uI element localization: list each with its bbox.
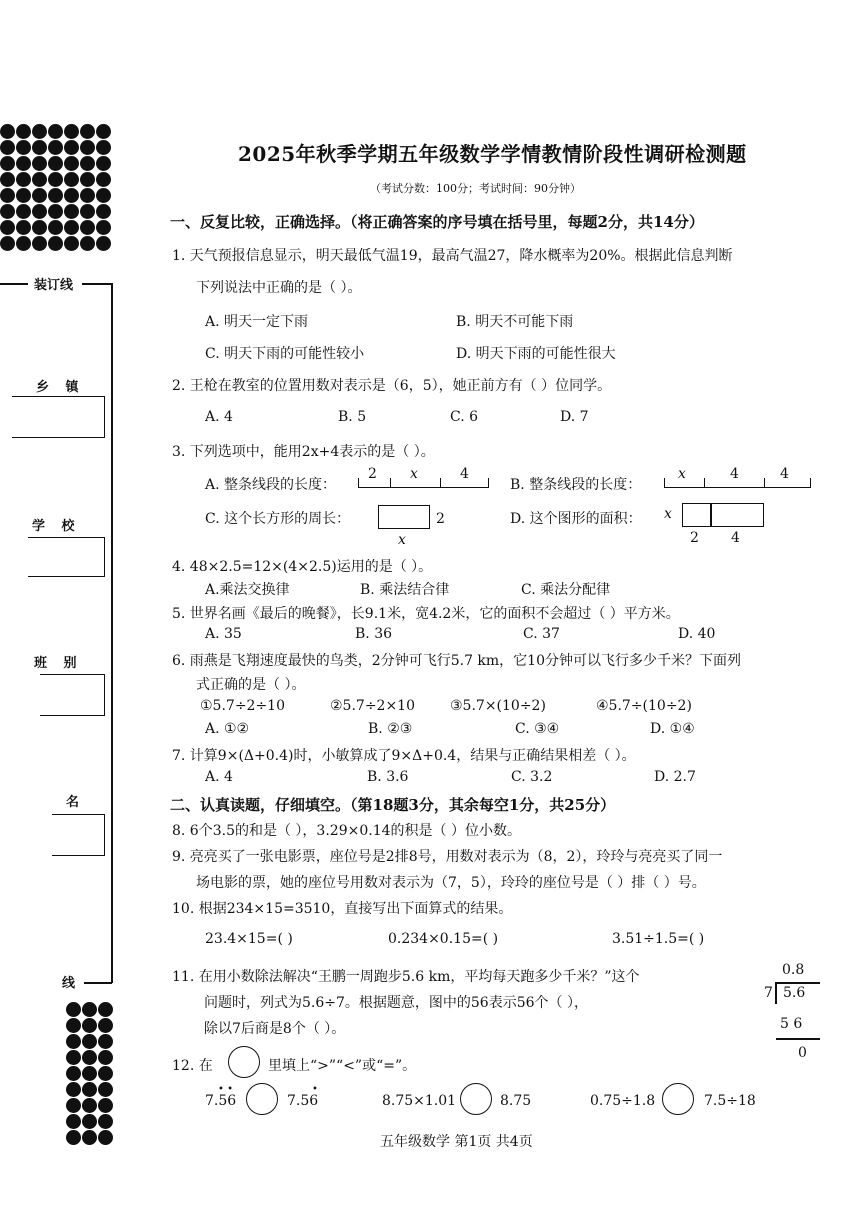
q11-division-bracket xyxy=(775,982,777,1004)
section2-heading: 二、认真读题，仔细填空。（第18题3分，其余每空1分，共25分） xyxy=(170,796,616,814)
school-field[interactable] xyxy=(28,537,105,577)
binding-dot xyxy=(96,124,111,139)
q1-line1: 1. 天气预报信息显示，明天最低气温19，最高气温27，降水概率为20%。根据此信息判断 xyxy=(172,248,733,264)
binding-dot xyxy=(16,220,31,235)
binding-dot xyxy=(32,188,47,203)
binding-dot xyxy=(96,220,111,235)
q7-option-a: A. 4 xyxy=(205,769,233,785)
q4-option-a: A.乘法交换律 xyxy=(205,582,290,598)
q3-d-rect-large xyxy=(710,503,764,527)
q12-c1-left: 7.56 xyxy=(205,1093,237,1109)
q2-option-b: B. 5 xyxy=(338,409,367,425)
q3-c-rectangle xyxy=(378,505,430,529)
binding-dot xyxy=(16,140,31,155)
binding-line-rule-left xyxy=(0,283,28,285)
q10-expr-3: 3.51÷1.5=( ) xyxy=(612,931,705,947)
binding-dot xyxy=(80,236,95,251)
binding-dot xyxy=(98,1098,113,1113)
q11-divisor: 7 xyxy=(764,985,773,1001)
q5-option-c: C. 37 xyxy=(523,626,560,642)
q12-compare-circle-1[interactable] xyxy=(246,1083,278,1115)
q6-expr-1: ①5.7÷2÷10 xyxy=(200,698,285,714)
class-field[interactable] xyxy=(40,674,105,716)
q12-c2-left: 8.75×1.01 xyxy=(382,1093,457,1109)
binding-dot xyxy=(96,140,111,155)
q1-option-c: C. 明天下雨的可能性较小 xyxy=(205,346,365,362)
q11-line1: 11. 在用小数除法解决“王鹏一周跑步5.6 km，平均每天跑多少千米？”这个 xyxy=(172,969,640,985)
binding-dot xyxy=(0,220,15,235)
binding-dot xyxy=(64,236,79,251)
q6-option-d: D. ①④ xyxy=(650,721,695,737)
binding-dot xyxy=(98,1082,113,1097)
name-label: 名 xyxy=(66,795,80,810)
q7-option-c: C. 3.2 xyxy=(511,769,553,785)
q6-option-c: C. ③④ xyxy=(515,721,560,737)
binding-dot xyxy=(48,140,63,155)
binding-line-end-label: 线 xyxy=(62,976,76,991)
q11-subtract-bar xyxy=(776,1038,820,1040)
binding-dot xyxy=(0,172,15,187)
school-label: 学 校 xyxy=(32,519,81,534)
binding-dot xyxy=(80,220,95,235)
q11-dividend: 5.6 xyxy=(783,985,806,1001)
q7-stem: 7. 计算9×(Δ+0.4)时，小敏算成了9×Δ+0.4，结果与正确结果相差（ ）。 xyxy=(172,748,636,764)
binding-dot xyxy=(98,1002,113,1017)
binding-dot xyxy=(82,1002,97,1017)
q12-stem-pre: 12. 在 xyxy=(172,1058,213,1074)
binding-dot xyxy=(80,188,95,203)
binding-dot xyxy=(32,140,47,155)
q11-quotient: 0.8 xyxy=(782,962,805,978)
binding-dot xyxy=(66,1018,81,1033)
binding-dot xyxy=(16,172,31,187)
binding-dot xyxy=(80,140,95,155)
binding-dot xyxy=(66,1034,81,1049)
q3-d-rect-small xyxy=(682,503,712,527)
binding-dot xyxy=(80,156,95,171)
binding-dot xyxy=(66,1002,81,1017)
binding-dot xyxy=(48,172,63,187)
q11-remainder: 0 xyxy=(798,1045,807,1061)
q6-option-a: A. ①② xyxy=(205,721,250,737)
q11-line2: 问题时，列式为5.6÷7。根据题意，图中的56表示56个（ ）， xyxy=(204,995,588,1011)
binding-dot xyxy=(98,1050,113,1065)
binding-dot xyxy=(32,124,47,139)
binding-dot xyxy=(82,1130,97,1145)
binding-dot xyxy=(82,1082,97,1097)
binding-dot xyxy=(0,188,15,203)
binding-dot xyxy=(98,1066,113,1081)
binding-dot xyxy=(48,220,63,235)
binding-dot xyxy=(0,236,15,251)
binding-dot xyxy=(0,156,15,171)
q4-option-c: C. 乘法分配律 xyxy=(521,582,611,598)
q1-option-d: D. 明天下雨的可能性很大 xyxy=(456,346,616,362)
q12-compare-circle-2[interactable] xyxy=(460,1083,492,1115)
binding-dot xyxy=(16,156,31,171)
q5-option-a: A. 35 xyxy=(205,626,242,642)
town-field[interactable] xyxy=(12,396,105,438)
binding-dot xyxy=(96,204,111,219)
binding-dot xyxy=(16,124,31,139)
q5-stem: 5. 世界名画《最后的晚餐》，长9.1米，宽4.2米，它的面积不会超过（ ）平方米。 xyxy=(172,606,680,622)
binding-dot xyxy=(96,156,111,171)
binding-bottom-rule xyxy=(84,982,112,984)
q10-expr-1: 23.4×15=( ) xyxy=(205,931,293,947)
page-title: 2025年秋季学期五年级数学学情教情阶段性调研检测题 xyxy=(238,142,747,166)
q3-option-c: C. 这个长方形的周长： xyxy=(205,511,351,527)
q6-expr-3: ③5.7×(10÷2) xyxy=(450,698,546,714)
q2-option-d: D. 7 xyxy=(560,409,589,425)
q6-option-b: B. ②③ xyxy=(368,721,413,737)
q7-option-b: B. 3.6 xyxy=(367,769,409,785)
section1-heading: 一、反复比较，正确选择。（将正确答案的序号填在括号里，每题2分，共14分） xyxy=(170,213,704,231)
q3-d-bottom-2: 4 xyxy=(731,530,740,546)
q11-division-bar xyxy=(776,982,820,984)
binding-dot xyxy=(96,236,111,251)
q3-b-part-2: 4 xyxy=(730,466,739,482)
name-field[interactable] xyxy=(52,814,105,856)
q3-b-part-1: x xyxy=(678,466,686,482)
q12-example-circle xyxy=(228,1046,260,1078)
q5-option-d: D. 40 xyxy=(678,626,716,642)
q10-stem: 10. 根据234×15=3510，直接写出下面算式的结果。 xyxy=(172,901,513,917)
q3-c-side: 2 xyxy=(436,511,445,527)
binding-dot xyxy=(16,204,31,219)
binding-dot xyxy=(32,220,47,235)
binding-dot xyxy=(66,1098,81,1113)
q11-line3: 除以7后商是8个（ ）。 xyxy=(204,1021,346,1037)
q3-a-part-1: 2 xyxy=(368,466,377,482)
binding-dot xyxy=(0,140,15,155)
q6-expr-2: ②5.7÷2×10 xyxy=(330,698,415,714)
town-label: 乡 镇 xyxy=(36,380,85,395)
q12-c1-right: 7.56 xyxy=(287,1093,319,1109)
q12-c1-left-repeat-dots: • • xyxy=(218,1084,233,1095)
binding-dot xyxy=(48,236,63,251)
q3-option-b: B. 整条线段的长度： xyxy=(510,477,642,493)
q9-line1: 9. 亮亮买了一张电影票，座位号是2排8号，用数对表示为（8，2），玲玲与亮亮买了同一 xyxy=(172,849,723,865)
q12-c2-right: 8.75 xyxy=(500,1093,532,1109)
binding-dot xyxy=(16,236,31,251)
binding-dot xyxy=(82,1098,97,1113)
binding-dot xyxy=(32,204,47,219)
binding-dot xyxy=(64,204,79,219)
q3-a-part-2: x xyxy=(410,466,418,482)
binding-line-label: 装订线 xyxy=(34,278,74,293)
q12-stem-post: 里填上“>”“<”或“=”。 xyxy=(268,1058,417,1074)
binding-dot xyxy=(80,204,95,219)
q9-line2: 场电影的票，她的座位号用数对表示为（7，5），玲玲的座位号是（ ）排（ ）号。 xyxy=(196,875,706,891)
binding-dot xyxy=(32,236,47,251)
q2-option-c: C. 6 xyxy=(450,409,479,425)
q3-option-a: A. 整条线段的长度： xyxy=(205,477,337,493)
q4-stem: 4. 48×2.5=12×(4×2.5)运用的是（ ）。 xyxy=(172,559,433,575)
q6-line2: 式正确的是（ ）。 xyxy=(196,677,306,693)
binding-dot xyxy=(48,124,63,139)
binding-dot xyxy=(82,1066,97,1081)
binding-vertical-line xyxy=(111,283,113,983)
q11-product: 5 6 xyxy=(780,1016,803,1032)
q3-a-part-3: 4 xyxy=(460,466,469,482)
q2-option-a: A. 4 xyxy=(205,409,233,425)
binding-dot xyxy=(64,156,79,171)
binding-dot xyxy=(64,172,79,187)
q3-d-bottom-1: 2 xyxy=(690,530,699,546)
q1-option-b: B. 明天不可能下雨 xyxy=(456,314,574,330)
q10-expr-2: 0.234×0.15=( ) xyxy=(388,931,499,947)
class-label: 班 别 xyxy=(34,656,83,671)
binding-dot xyxy=(98,1130,113,1145)
page-footer: 五年级数学 第1页 共4页 xyxy=(380,1134,533,1150)
binding-dot xyxy=(82,1034,97,1049)
binding-dot xyxy=(32,156,47,171)
q3-d-left: x xyxy=(664,506,672,522)
binding-dot xyxy=(64,140,79,155)
q7-option-d: D. 2.7 xyxy=(654,769,696,785)
binding-dot xyxy=(82,1050,97,1065)
binding-dot xyxy=(80,124,95,139)
q2-stem: 2. 王枪在教室的位置用数对表示是（6，5），她正前方有（ ）位同学。 xyxy=(172,378,612,394)
q3-c-bottom: x xyxy=(398,532,406,548)
q1-line2: 下列说法中正确的是（ ）。 xyxy=(196,280,362,296)
binding-dot xyxy=(98,1018,113,1033)
q6-expr-4: ④5.7÷(10÷2) xyxy=(596,698,692,714)
binding-dot xyxy=(98,1114,113,1129)
binding-dot xyxy=(64,124,79,139)
binding-dot xyxy=(96,188,111,203)
binding-dot xyxy=(96,172,111,187)
q12-c1-right-repeat-dot: • xyxy=(312,1084,318,1095)
q4-option-b: B. 乘法结合律 xyxy=(360,582,450,598)
q12-c3-left: 0.75÷1.8 xyxy=(590,1093,656,1109)
binding-line-rule-right xyxy=(82,283,112,285)
q12-compare-circle-3[interactable] xyxy=(662,1083,694,1115)
binding-dot xyxy=(66,1082,81,1097)
binding-dot xyxy=(48,188,63,203)
binding-dot xyxy=(82,1114,97,1129)
binding-dot xyxy=(66,1050,81,1065)
binding-dot xyxy=(48,204,63,219)
q5-option-b: B. 36 xyxy=(355,626,393,642)
binding-dot xyxy=(0,124,15,139)
binding-dot xyxy=(32,172,47,187)
q3-stem: 3. 下列选项中，能用2x+4表示的是（ ）。 xyxy=(172,444,435,460)
binding-dot xyxy=(0,204,15,219)
binding-dot xyxy=(82,1018,97,1033)
binding-dot xyxy=(98,1034,113,1049)
q1-option-a: A. 明天一定下雨 xyxy=(205,314,309,330)
page-subtitle: （考试分数：100分；考试时间：90分钟） xyxy=(370,182,581,195)
binding-dot xyxy=(66,1114,81,1129)
q6-line1: 6. 雨燕是飞翔速度最快的鸟类，2分钟可飞行5.7 km，它10分钟可以飞行多少千米？下面列 xyxy=(172,653,742,669)
binding-dot xyxy=(66,1066,81,1081)
q8-stem: 8. 6个3.5的和是（ ），3.29×0.14的积是（ ）位小数。 xyxy=(172,823,521,839)
binding-dot xyxy=(66,1130,81,1145)
q3-option-d: D. 这个图形的面积： xyxy=(510,511,642,527)
q12-c3-right: 7.5÷18 xyxy=(704,1093,756,1109)
binding-dot xyxy=(16,188,31,203)
q3-b-part-3: 4 xyxy=(780,466,789,482)
binding-dot xyxy=(80,172,95,187)
binding-dot xyxy=(48,156,63,171)
binding-dot xyxy=(64,220,79,235)
binding-dot xyxy=(64,188,79,203)
